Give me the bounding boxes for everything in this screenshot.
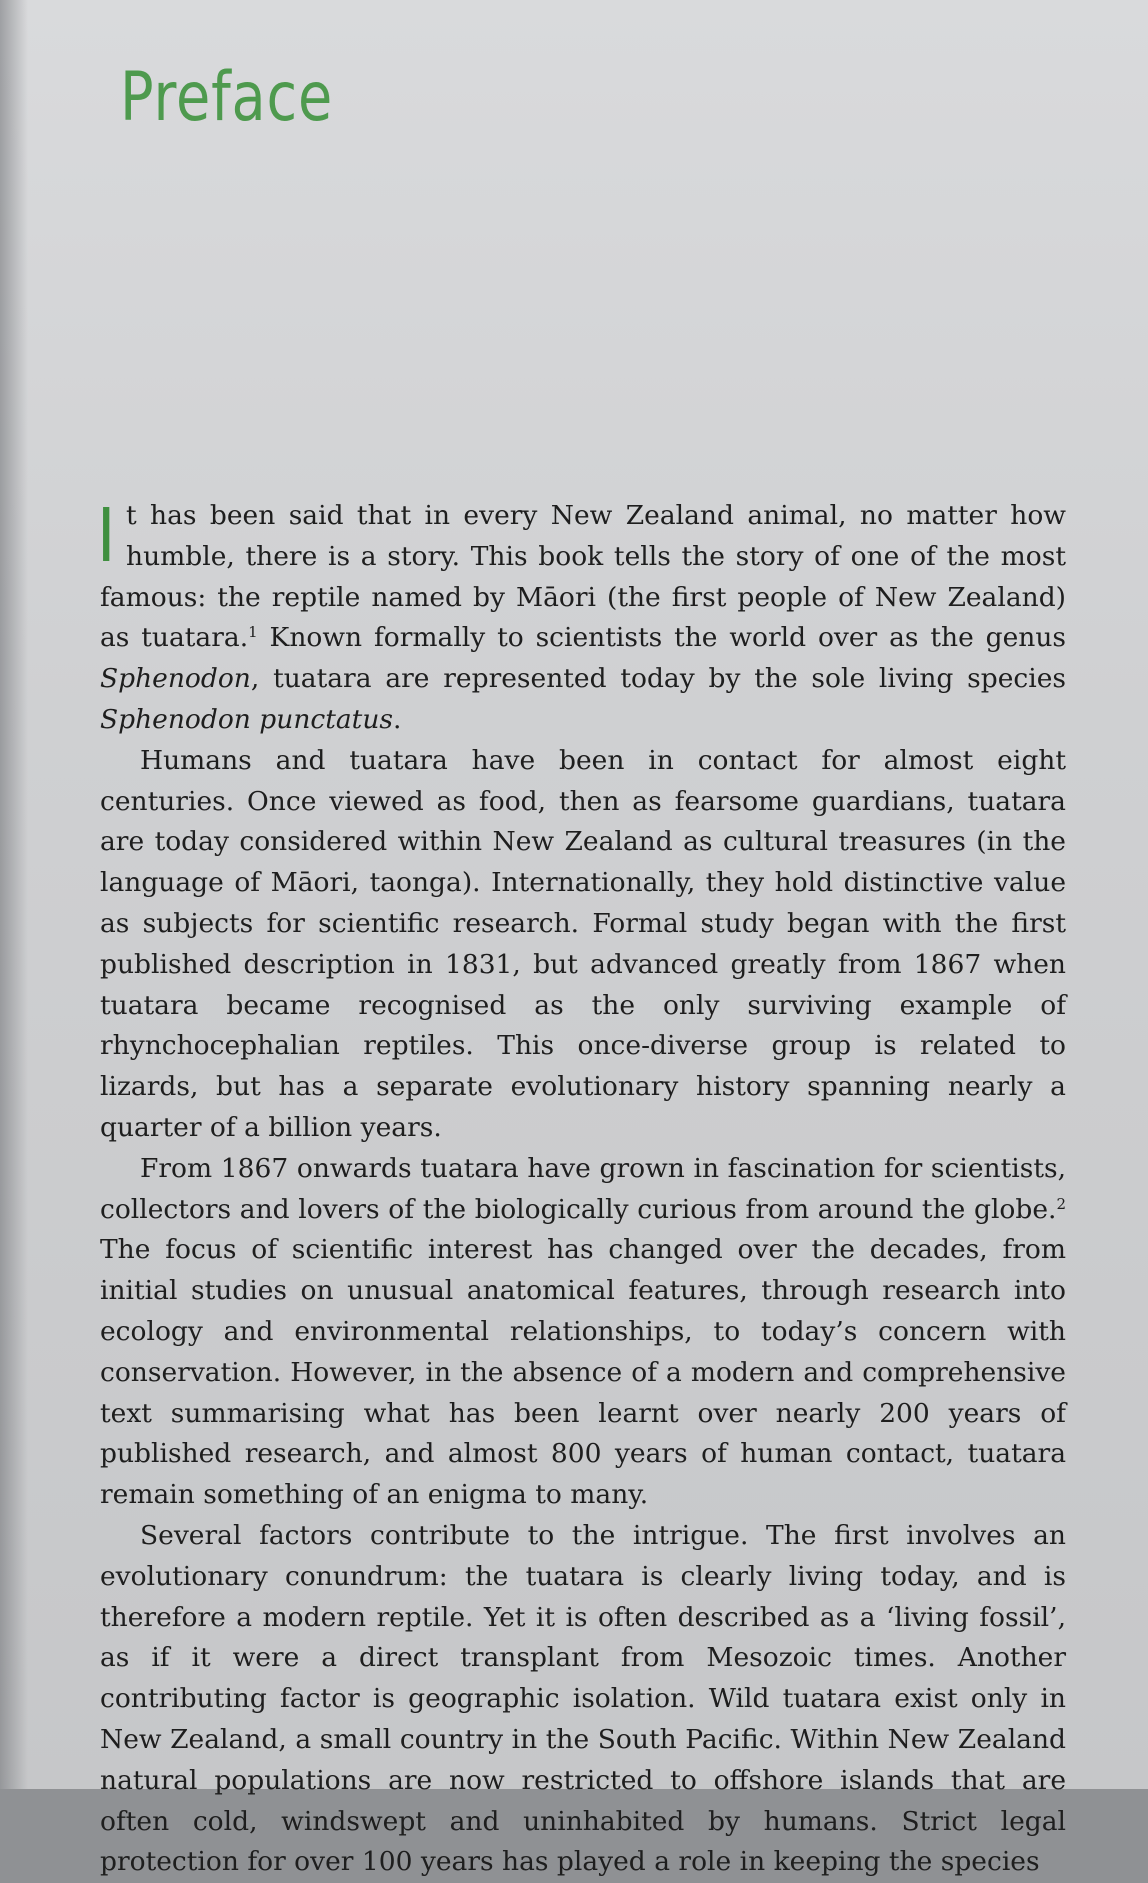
paragraph-1-text-b: Known formally to scientists the world over as the genus [257,622,1066,654]
paragraph-3 [100,1149,1066,1516]
species-name: Sphenodon punctatus [100,703,394,735]
paragraph-1-text-d: . [393,703,402,735]
paragraph-4: Several factors contribute to the intrigue. The first involves an evolutionary conundrum: the tuatara is clearly living today, and is therefore a modern reptile. Yet it is often described as a ‘living fossil’, as if it were a direct transplant from Mesozoic times. Another contributing factor is geographic isolation. Wild tuatara exist only in New Zealand, a small country in the South Pacific. Within New Zealand natural populations are now restricted to offshore islands that are often cold, windswept and uninhabited by humans. Strict legal protection for over 100 years has played a role in keeping the species [100,1519,1066,1878]
drop-cap: I [100,493,113,579]
paragraph-2: Humans and tuatara have been in contact for almost eight centuries. Once viewed as food, then as fearsome guardians, tuatara are today considered within New Zealand as cultural treasures (in the language of Māori, taonga). Internationally, they hold distinctive value as subjects for scientific research. Formal study began with the first published description in 1831, but advanced greatly from 1867 when tuatara became recognised as the only surviving example of rhynchocephalian reptiles. This once-diverse group is related to lizards, but has a separate evolutionary history spanning nearly a quarter of a billion years. [100,744,1066,1143]
footnote-marker-1: 1 [248,623,258,642]
footnote-marker-2: 2 [1056,1194,1066,1213]
page-title: Preface [120,58,334,137]
body-text [100,493,1066,1883]
paragraph-3-text-b: The focus of scientific interest has changed over the decades, from initial studies on unusual anatomical features, through research into ecology and environmental relationships, to today’s concern with conservation. However, in the absence of a modern and comprehensive text summarising what has been learnt over nearly 200 years of published research, and almost 800 years of human contact, tuatara remain something of an enigma to many. [100,1234,1066,1511]
genus-name: Sphenodon [100,663,251,695]
paragraph-3-text-a: From 1867 onwards tuatara have grown in fascination for scientists, collectors and lovers of the biologically curious from around the globe. [100,1152,1066,1225]
paragraph-1 [100,493,1066,741]
paragraph-1-text-c: , tuatara are represented today by the sole living species [250,663,1066,695]
paragraph-1-text-a: t has been said that in every New Zealand animal, no matter how humble, there is a story. This book tells the story of one of the most famous: the reptile named by Māori (the first people of New Zealand) as tuatara. [100,500,1066,654]
page-gutter-shadow [0,0,28,1789]
